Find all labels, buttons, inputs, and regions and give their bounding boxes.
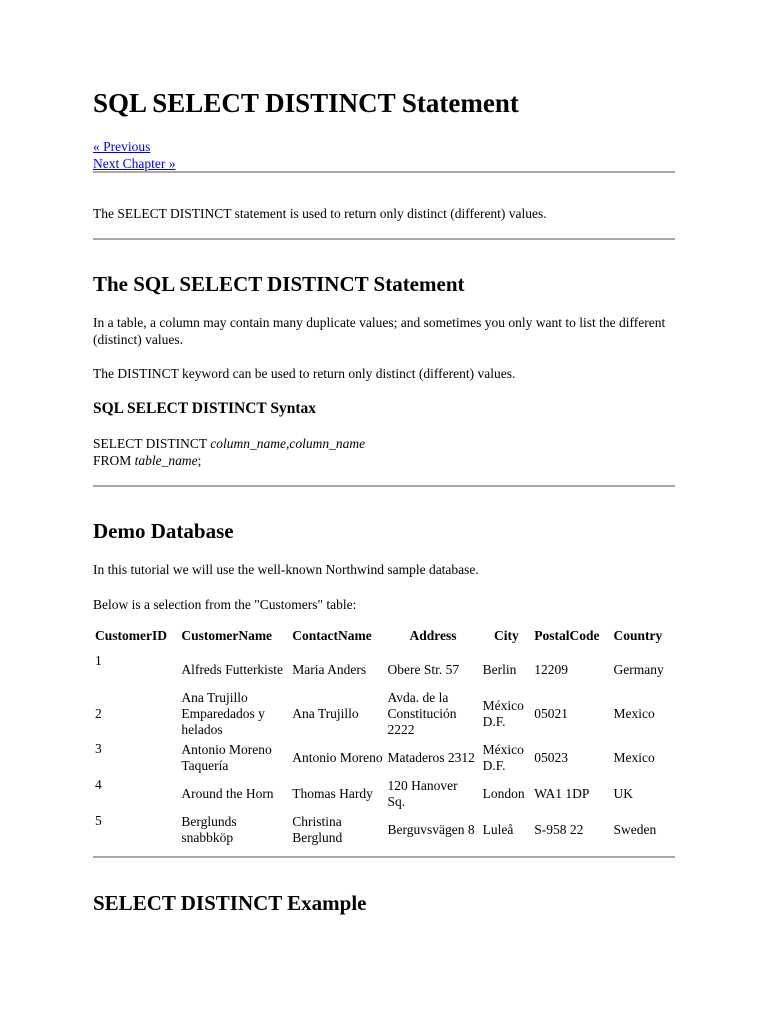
table-cell: 5 — [95, 813, 102, 828]
customers-table — [93, 628, 675, 848]
syntax-terminator: ; — [197, 453, 202, 468]
intro-text: The SELECT DISTINCT statement is used to return only distinct (different) values. — [93, 206, 547, 221]
table-cell: Luleå — [482, 822, 514, 837]
table-header-row — [93, 628, 675, 652]
table-cell: 12209 — [534, 662, 568, 677]
divider — [93, 238, 675, 240]
page-title: SQL SELECT DISTINCT Statement — [93, 88, 519, 118]
section-paragraph: In a table, a column may contain many duplicate values; and sometimes you only want to list the different (distinct) values. — [93, 315, 666, 347]
syntax-argument: table_name — [134, 453, 198, 468]
table-cell: 05023 — [534, 750, 568, 765]
table-cell: Mataderos 2312 — [387, 750, 475, 765]
section-heading-distinct: The SQL SELECT DISTINCT Statement — [93, 272, 465, 296]
table-cell: Christina Berglund — [292, 814, 343, 845]
section-paragraph: In this tutorial we will use the well-known Northwind sample database. — [93, 562, 479, 577]
column-header: PostalCode — [534, 628, 600, 643]
previous-link[interactable]: « Previous — [93, 139, 151, 154]
syntax-line — [93, 435, 365, 452]
chapter-nav — [93, 138, 175, 172]
table-cell: Mexico — [613, 706, 655, 721]
table-cell: Germany — [613, 662, 664, 677]
table-cell: 05021 — [534, 706, 568, 721]
table-row — [93, 740, 675, 776]
table-cell: México D.F. — [482, 742, 524, 773]
table-row — [93, 688, 675, 740]
column-header: CustomerID — [95, 628, 167, 643]
table-cell: Ana Trujillo — [292, 706, 359, 721]
table-cell: Avda. de la Constitución 2222 — [387, 690, 457, 737]
table-cell: 2 — [95, 706, 102, 721]
column-header: Address — [409, 628, 457, 643]
table-row — [93, 776, 675, 812]
divider — [93, 171, 675, 173]
section-heading-example: SELECT DISTINCT Example — [93, 891, 367, 915]
syntax-line — [93, 452, 365, 469]
table-cell: WA1 1DP — [534, 786, 590, 801]
table-cell: S-958 22 — [534, 822, 584, 837]
table-cell: Berlin — [482, 662, 517, 677]
syntax-block — [93, 435, 365, 469]
table-row — [93, 812, 675, 848]
table-cell: Berguvsvägen 8 — [387, 822, 475, 837]
column-header: CustomerName — [181, 628, 273, 643]
section-paragraph: The DISTINCT keyword can be used to return only distinct (different) values. — [93, 366, 516, 381]
table-cell: Alfreds Futterkiste — [181, 662, 283, 677]
divider — [93, 485, 675, 487]
table-cell: Ana Trujillo Emparedados y helados — [181, 690, 265, 737]
table-cell: Antonio Moreno — [292, 750, 383, 765]
table-cell: Sweden — [613, 822, 657, 837]
table-cell: Berglunds snabbköp — [181, 814, 237, 845]
table-cell: Thomas Hardy — [292, 786, 373, 801]
divider — [93, 856, 675, 858]
table-cell: 4 — [95, 777, 102, 792]
table-cell: UK — [613, 786, 634, 801]
table-cell: 3 — [95, 741, 102, 756]
table-cell: Around the Horn — [181, 786, 274, 801]
table-row — [93, 652, 675, 688]
column-header: City — [494, 628, 519, 643]
table-cell: México D.F. — [482, 698, 524, 729]
syntax-heading: SQL SELECT DISTINCT Syntax — [93, 400, 316, 417]
table-cell: 120 Hanover Sq. — [387, 778, 458, 809]
section-paragraph: Below is a selection from the "Customers" table: — [93, 597, 357, 612]
syntax-keyword: FROM — [93, 453, 135, 468]
table-cell: 1 — [95, 653, 102, 668]
table-cell: Obere Str. 57 — [387, 662, 460, 677]
next-chapter-link[interactable]: Next Chapter » — [93, 156, 176, 171]
table-cell: Maria Anders — [292, 662, 367, 677]
table-cell: London — [482, 786, 525, 801]
table-cell: Mexico — [613, 750, 655, 765]
table-cell: Antonio Moreno Taquería — [181, 742, 272, 773]
column-header: Country — [613, 628, 663, 643]
syntax-keyword: SELECT DISTINCT — [93, 436, 211, 451]
section-heading-demo-database: Demo Database — [93, 519, 234, 543]
syntax-argument: column_name,column_name — [210, 436, 366, 451]
column-header: ContactName — [292, 628, 372, 643]
